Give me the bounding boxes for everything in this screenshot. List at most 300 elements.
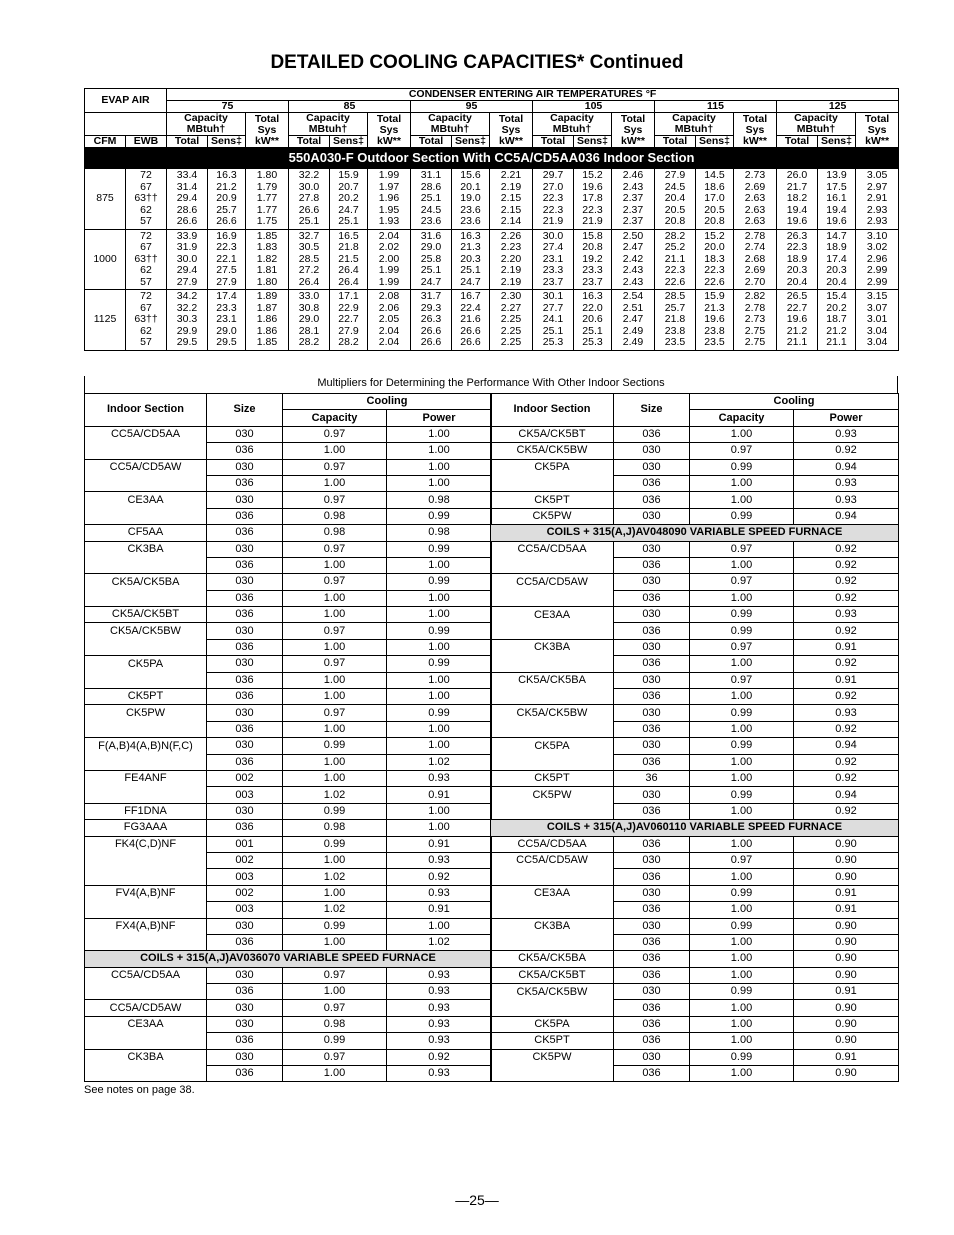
size-cell: 030 xyxy=(614,787,690,803)
size-cell: 030 xyxy=(207,492,283,508)
table-row xyxy=(491,1066,899,1082)
capacity-cell: 0.99 xyxy=(283,836,387,852)
capacity-cell: 1.00 xyxy=(690,1066,794,1082)
capacity-header: Capacity MBtuh† xyxy=(167,113,246,136)
capacity-cell: 0.99 xyxy=(690,705,794,721)
size-cell: 036 xyxy=(207,934,283,950)
size-cell: 030 xyxy=(207,574,283,590)
indoor-section-cell: CK5PW xyxy=(491,1049,614,1065)
temp-header: 115 xyxy=(655,101,777,113)
total-header: Total xyxy=(167,136,208,148)
capacity-cell: 1.00 xyxy=(690,803,794,819)
indoor-section-cell: CK5A/CK5BT xyxy=(85,607,207,623)
capacity-cell: 0.99 xyxy=(690,984,794,1000)
capacity-cell: 0.97 xyxy=(690,443,794,459)
sens-header: Sens‡ xyxy=(208,136,246,148)
power-cell: 0.93 xyxy=(794,607,899,623)
value-cell: 2.46 2.43 2.37 2.37 2.37 xyxy=(612,169,655,230)
power-cell: 0.90 xyxy=(794,1033,899,1049)
power-cell: 0.94 xyxy=(794,787,899,803)
table-row xyxy=(85,770,492,786)
capacity-cell: 1.00 xyxy=(690,656,794,672)
indoor-section-cell: FK4(C,D)NF xyxy=(85,836,207,852)
capacity-cell: 0.97 xyxy=(690,541,794,557)
value-cell: 2.30 2.27 2.25 2.25 2.25 xyxy=(490,290,533,351)
value-cell: 2.82 2.78 2.73 2.75 2.75 xyxy=(734,290,777,351)
temp-header: 85 xyxy=(289,101,411,113)
table-row xyxy=(491,623,899,639)
indoor-section-cell xyxy=(491,689,614,705)
size-cell: 030 xyxy=(614,508,690,524)
table-row xyxy=(85,787,492,803)
table-row xyxy=(491,1049,899,1065)
size-cell: 002 xyxy=(207,852,283,868)
capacity-cell: 1.00 xyxy=(690,721,794,737)
power-cell: 0.90 xyxy=(794,967,899,983)
furnace-header: COILS + 315(A,J)AV048090 VARIABLE SPEED FURNACE xyxy=(491,525,899,541)
power-cell: 1.00 xyxy=(387,557,492,573)
table-row xyxy=(491,820,899,836)
capacity-cell: 0.97 xyxy=(283,574,387,590)
power-cell: 1.00 xyxy=(387,607,492,623)
indoor-section-cell: CK5PT xyxy=(491,770,614,786)
size-cell: 030 xyxy=(614,885,690,901)
power-cell: 0.93 xyxy=(387,967,492,983)
value-cell: 16.5 21.8 21.5 26.4 26.4 xyxy=(330,229,368,290)
size-cell: 030 xyxy=(614,574,690,590)
capacity-cell: 0.99 xyxy=(283,918,387,934)
size-cell: 030 xyxy=(207,1000,283,1016)
ewb-cell: 72 67 63†† 62 57 xyxy=(126,290,167,351)
capacity-cell: 0.99 xyxy=(283,803,387,819)
power-cell: 0.93 xyxy=(387,1000,492,1016)
power-cell: 0.90 xyxy=(794,951,899,967)
capacity-cell: 0.99 xyxy=(690,607,794,623)
indoor-section-cell: CK3BA xyxy=(85,541,207,557)
capacity-cell: 1.00 xyxy=(690,869,794,885)
indoor-section-cell: FG3AAA xyxy=(85,820,207,836)
capacity-header: Capacity xyxy=(283,410,387,426)
value-cell: 17.1 22.9 22.7 27.9 28.2 xyxy=(330,290,368,351)
table-row xyxy=(491,852,899,868)
indoor-section-cell: CK5A/CK5BT xyxy=(491,426,614,442)
value-cell: 2.54 2.51 2.47 2.49 2.49 xyxy=(612,290,655,351)
power-cell: 1.00 xyxy=(387,803,492,819)
indoor-section-cell xyxy=(491,721,614,737)
table-row xyxy=(491,787,899,803)
value-cell: 2.21 2.19 2.15 2.15 2.14 xyxy=(490,169,533,230)
power-cell: 0.91 xyxy=(387,787,492,803)
power-cell: 0.94 xyxy=(794,738,899,754)
size-cell: 030 xyxy=(207,1016,283,1032)
table-row xyxy=(85,1049,492,1065)
table-row xyxy=(85,590,492,606)
capacity-cell: 1.00 xyxy=(283,557,387,573)
size-cell: 036 xyxy=(614,721,690,737)
power-cell: 1.00 xyxy=(387,918,492,934)
power-cell: 0.90 xyxy=(794,1000,899,1016)
capacity-header: Capacity MBtuh† xyxy=(777,113,856,136)
value-cell: 2.26 2.23 2.20 2.19 2.19 xyxy=(490,229,533,290)
power-cell: 0.93 xyxy=(794,492,899,508)
table-row xyxy=(491,885,899,901)
capacity-cell: 1.00 xyxy=(690,770,794,786)
size-cell: 036 xyxy=(207,721,283,737)
power-cell: 0.98 xyxy=(387,492,492,508)
size-cell: 036 xyxy=(207,508,283,524)
value-cell: 2.50 2.47 2.42 2.43 2.43 xyxy=(612,229,655,290)
capacity-header: Capacity MBtuh† xyxy=(289,113,368,136)
size-cell: 036 xyxy=(207,590,283,606)
table-row xyxy=(491,475,899,491)
value-cell: 3.10 3.02 2.96 2.99 2.99 xyxy=(856,229,899,290)
size-cell: 036 xyxy=(614,475,690,491)
table-row xyxy=(491,869,899,885)
size-cell: 030 xyxy=(207,541,283,557)
indoor-section-cell xyxy=(85,1033,207,1049)
power-cell: 1.00 xyxy=(387,426,492,442)
table-row xyxy=(491,656,899,672)
indoor-section-cell: CE3AA xyxy=(85,492,207,508)
value-cell: 26.3 22.3 18.9 20.3 20.4 xyxy=(777,229,818,290)
indoor-section-cell: CK5PA xyxy=(491,459,614,475)
indoor-section-cell xyxy=(85,672,207,688)
indoor-section-cell xyxy=(85,557,207,573)
size-cell: 030 xyxy=(614,541,690,557)
value-cell: 2.78 2.74 2.68 2.69 2.70 xyxy=(734,229,777,290)
size-cell: 036 xyxy=(614,623,690,639)
power-cell: 0.93 xyxy=(794,705,899,721)
condenser-header: CONDENSER ENTERING AIR TEMPERATURES °F xyxy=(167,89,899,101)
power-cell: 0.92 xyxy=(794,754,899,770)
table-row xyxy=(491,607,899,623)
power-cell: 0.93 xyxy=(387,1033,492,1049)
table-row xyxy=(85,738,492,754)
capacity-cell: 0.99 xyxy=(690,1049,794,1065)
total-header: Total xyxy=(289,136,330,148)
power-cell: 0.99 xyxy=(387,623,492,639)
table-row xyxy=(491,541,899,557)
power-cell: 0.99 xyxy=(387,541,492,557)
value-cell: 14.5 18.6 17.0 20.5 20.8 xyxy=(696,169,734,230)
power-cell: 0.92 xyxy=(794,574,899,590)
capacity-cell: 1.00 xyxy=(283,475,387,491)
sens-header: Sens‡ xyxy=(696,136,734,148)
indoor-section-cell: CC5A/CD5AA xyxy=(491,541,614,557)
table-row xyxy=(491,508,899,524)
table-row xyxy=(85,951,492,967)
size-cell: 036 xyxy=(614,426,690,442)
power-cell: 0.93 xyxy=(387,852,492,868)
indoor-section-cell xyxy=(491,623,614,639)
capacity-cell: 0.99 xyxy=(690,787,794,803)
size-cell: 030 xyxy=(207,738,283,754)
capacity-cell: 1.00 xyxy=(690,426,794,442)
size-cell: 030 xyxy=(207,1049,283,1065)
table-row xyxy=(85,574,492,590)
indoor-section-cell: CC5A/CD5AW xyxy=(85,459,207,475)
value-cell: 16.7 22.4 21.6 26.6 26.6 xyxy=(452,290,490,351)
capacity-cell: 0.97 xyxy=(283,1049,387,1065)
capacity-cell: 1.00 xyxy=(283,770,387,786)
sens-header: Sens‡ xyxy=(452,136,490,148)
table-row xyxy=(85,1000,492,1016)
indoor-section-cell: CK3BA xyxy=(85,1049,207,1065)
power-cell: 0.92 xyxy=(387,869,492,885)
indoor-section-cell xyxy=(491,475,614,491)
power-cell: 1.00 xyxy=(387,639,492,655)
capacity-cell: 1.00 xyxy=(690,475,794,491)
power-cell: 0.99 xyxy=(387,574,492,590)
value-cell: 17.4 23.3 23.1 29.0 29.5 xyxy=(208,290,246,351)
sens-header: Sens‡ xyxy=(574,136,612,148)
indoor-section-cell: F(A,B)4(A,B)N(F,C) xyxy=(85,738,207,754)
value-cell: 32.7 30.5 28.5 27.2 26.4 xyxy=(289,229,330,290)
total-header: Total xyxy=(777,136,818,148)
power-cell: 0.90 xyxy=(794,1066,899,1082)
table-row xyxy=(85,475,492,491)
value-cell: 14.7 18.9 17.4 20.3 20.4 xyxy=(818,229,856,290)
capacity-cell: 0.98 xyxy=(283,1016,387,1032)
capacity-cell: 1.00 xyxy=(283,852,387,868)
value-cell: 16.3 21.3 20.3 25.1 24.7 xyxy=(452,229,490,290)
capacity-cell: 1.00 xyxy=(690,951,794,967)
temp-header: 125 xyxy=(777,101,899,113)
size-cell: 030 xyxy=(614,738,690,754)
indoor-section-cell: CK5PA xyxy=(491,1016,614,1032)
size-cell: 036 xyxy=(207,754,283,770)
indoor-section-cell: CE3AA xyxy=(491,607,614,623)
value-cell: 31.6 29.0 25.8 25.1 24.7 xyxy=(411,229,452,290)
power-cell: 1.00 xyxy=(387,689,492,705)
total-sys-header: Total Sys kW** xyxy=(368,113,411,148)
table-row xyxy=(491,574,899,590)
table-row xyxy=(85,754,492,770)
temp-header: 75 xyxy=(167,101,289,113)
table-row xyxy=(85,508,492,524)
indoor-section-cell xyxy=(85,852,207,868)
capacity-header: Capacity MBtuh† xyxy=(533,113,612,136)
table-row xyxy=(491,557,899,573)
power-cell: 0.92 xyxy=(794,541,899,557)
ewb-header: EWB xyxy=(126,136,167,148)
table-row xyxy=(85,869,492,885)
power-cell: 0.91 xyxy=(794,672,899,688)
table-row xyxy=(491,738,899,754)
table-row xyxy=(85,639,492,655)
total-header: Total xyxy=(533,136,574,148)
value-cell: 33.9 31.9 30.0 29.4 27.9 xyxy=(167,229,208,290)
table-row xyxy=(491,672,899,688)
table-row xyxy=(85,623,492,639)
indoor-section-cell: CK5PA xyxy=(85,656,207,672)
indoor-section-cell: CK5PT xyxy=(491,1033,614,1049)
value-cell: 34.2 32.2 30.3 29.9 29.5 xyxy=(167,290,208,351)
power-cell: 0.93 xyxy=(387,1066,492,1082)
table-row xyxy=(491,492,899,508)
size-cell: 036 xyxy=(614,836,690,852)
capacity-cell: 0.99 xyxy=(283,738,387,754)
table-row xyxy=(85,229,899,290)
capacity-cell: 1.02 xyxy=(283,869,387,885)
table-row xyxy=(85,492,492,508)
value-cell: 29.7 27.0 22.3 22.3 21.9 xyxy=(533,169,574,230)
capacity-cell: 0.99 xyxy=(283,1033,387,1049)
size-cell: 001 xyxy=(207,836,283,852)
cfm-cell: 1125 xyxy=(85,290,126,351)
indoor-section-header: Indoor Section xyxy=(85,394,207,427)
capacity-cell: 1.00 xyxy=(690,557,794,573)
capacity-cell: 1.00 xyxy=(283,689,387,705)
power-cell: 0.90 xyxy=(794,934,899,950)
size-cell: 036 xyxy=(614,1066,690,1082)
capacity-header: Capacity MBtuh† xyxy=(655,113,734,136)
indoor-section-cell xyxy=(85,787,207,803)
total-sys-header: Total Sys kW** xyxy=(734,113,777,148)
power-cell: 1.00 xyxy=(387,738,492,754)
power-cell: 0.91 xyxy=(794,984,899,1000)
table-row xyxy=(491,689,899,705)
total-header: Total xyxy=(655,136,696,148)
power-cell: 0.92 xyxy=(794,721,899,737)
table-row xyxy=(491,918,899,934)
power-cell: 1.02 xyxy=(387,934,492,950)
indoor-section-cell: CK5A/CK5BA xyxy=(491,672,614,688)
table-row xyxy=(491,443,899,459)
capacity-cell: 0.99 xyxy=(690,508,794,524)
table-row xyxy=(85,1016,492,1032)
capacity-cell: 0.97 xyxy=(283,705,387,721)
indoor-section-cell: CK3BA xyxy=(491,918,614,934)
capacity-cell: 0.98 xyxy=(283,525,387,541)
power-cell: 0.90 xyxy=(794,918,899,934)
capacity-cell: 0.98 xyxy=(283,820,387,836)
table-row xyxy=(85,557,492,573)
indoor-section-cell xyxy=(491,902,614,918)
section-band: 550A030-F Outdoor Section With CC5A/CD5AA036 Indoor Section xyxy=(85,148,899,169)
indoor-section-cell: CF5AA xyxy=(85,525,207,541)
power-cell: 0.92 xyxy=(794,770,899,786)
capacity-cell: 1.00 xyxy=(690,754,794,770)
value-cell: 15.9 21.3 19.6 23.8 23.5 xyxy=(696,290,734,351)
multipliers-title: Multipliers for Determining the Performance With Other Indoor Sections xyxy=(84,376,898,393)
power-cell: 0.93 xyxy=(387,1016,492,1032)
total-sys-header: Total Sys kW** xyxy=(612,113,655,148)
table-row xyxy=(85,967,492,983)
power-cell: 0.99 xyxy=(387,508,492,524)
size-cell: 002 xyxy=(207,885,283,901)
power-cell: 0.90 xyxy=(794,836,899,852)
size-cell: 036 xyxy=(614,1000,690,1016)
value-cell: 26.5 22.7 19.6 21.2 21.1 xyxy=(777,290,818,351)
page-number: —25— xyxy=(455,1192,499,1208)
indoor-section-cell: CC5A/CD5AW xyxy=(491,852,614,868)
table-row xyxy=(85,902,492,918)
capacity-cell: 1.00 xyxy=(690,836,794,852)
size-cell: 036 xyxy=(207,984,283,1000)
capacity-cell: 1.00 xyxy=(283,1066,387,1082)
size-cell: 036 xyxy=(614,803,690,819)
size-cell: 036 xyxy=(207,607,283,623)
table-row xyxy=(491,1033,899,1049)
table-row xyxy=(491,902,899,918)
size-cell: 030 xyxy=(614,607,690,623)
capacity-cell: 0.97 xyxy=(283,541,387,557)
table-row xyxy=(85,820,492,836)
power-cell: 0.99 xyxy=(387,705,492,721)
indoor-section-cell xyxy=(491,590,614,606)
indoor-section-cell xyxy=(85,754,207,770)
table-row xyxy=(85,169,899,230)
table-row xyxy=(491,836,899,852)
table-row xyxy=(491,590,899,606)
indoor-section-cell: CK5A/CK5BW xyxy=(491,984,614,1000)
cfm-header: CFM xyxy=(85,136,126,148)
table-row xyxy=(491,721,899,737)
multipliers-table-right xyxy=(490,393,899,1082)
table-row xyxy=(491,967,899,983)
evap-air-header: EVAP AIR xyxy=(85,89,167,113)
power-cell: 0.91 xyxy=(387,836,492,852)
size-cell: 030 xyxy=(614,984,690,1000)
table-row xyxy=(85,934,492,950)
power-cell: 0.93 xyxy=(794,475,899,491)
size-cell: 036 xyxy=(207,672,283,688)
size-cell: 036 xyxy=(207,525,283,541)
indoor-section-cell: CK5A/CK5BT xyxy=(491,967,614,983)
indoor-section-cell: CC5A/CD5AW xyxy=(491,574,614,590)
table-row xyxy=(491,984,899,1000)
capacity-cell: 0.97 xyxy=(690,574,794,590)
power-cell: 1.00 xyxy=(387,672,492,688)
indoor-section-cell xyxy=(491,869,614,885)
value-cell: 26.0 21.7 18.2 19.4 19.6 xyxy=(777,169,818,230)
power-cell: 1.02 xyxy=(387,754,492,770)
indoor-section-cell: CK5A/CK5BW xyxy=(491,443,614,459)
indoor-section-cell: FX4(A,B)NF xyxy=(85,918,207,934)
indoor-section-cell xyxy=(85,721,207,737)
table-row xyxy=(85,541,492,557)
capacity-cell: 1.00 xyxy=(283,443,387,459)
capacity-cell: 1.00 xyxy=(690,967,794,983)
capacity-cell: 1.00 xyxy=(690,492,794,508)
table-row xyxy=(85,1066,492,1082)
size-cell: 030 xyxy=(207,918,283,934)
size-cell: 030 xyxy=(207,705,283,721)
indoor-section-cell: FF1DNA xyxy=(85,803,207,819)
table-row xyxy=(85,1033,492,1049)
value-cell: 13.9 17.5 16.1 19.4 19.6 xyxy=(818,169,856,230)
indoor-section-cell: CC5A/CD5AA xyxy=(85,967,207,983)
sens-header: Sens‡ xyxy=(818,136,856,148)
capacity-cell: 1.00 xyxy=(690,689,794,705)
indoor-section-cell xyxy=(491,1066,614,1082)
size-cell: 030 xyxy=(614,705,690,721)
size-cell: 036 xyxy=(207,443,283,459)
table-row xyxy=(85,672,492,688)
table-row xyxy=(491,639,899,655)
footnote: See notes on page 38. xyxy=(84,1084,195,1096)
power-cell: 0.91 xyxy=(794,1049,899,1065)
indoor-section-cell: CK3BA xyxy=(491,639,614,655)
power-cell: 0.91 xyxy=(794,885,899,901)
value-cell: 15.9 20.7 20.2 24.7 25.1 xyxy=(330,169,368,230)
table-row xyxy=(85,426,492,442)
indoor-section-cell xyxy=(491,803,614,819)
value-cell: 16.9 22.3 22.1 27.5 27.9 xyxy=(208,229,246,290)
indoor-section-cell: CK5PA xyxy=(491,738,614,754)
size-cell: 036 xyxy=(614,934,690,950)
